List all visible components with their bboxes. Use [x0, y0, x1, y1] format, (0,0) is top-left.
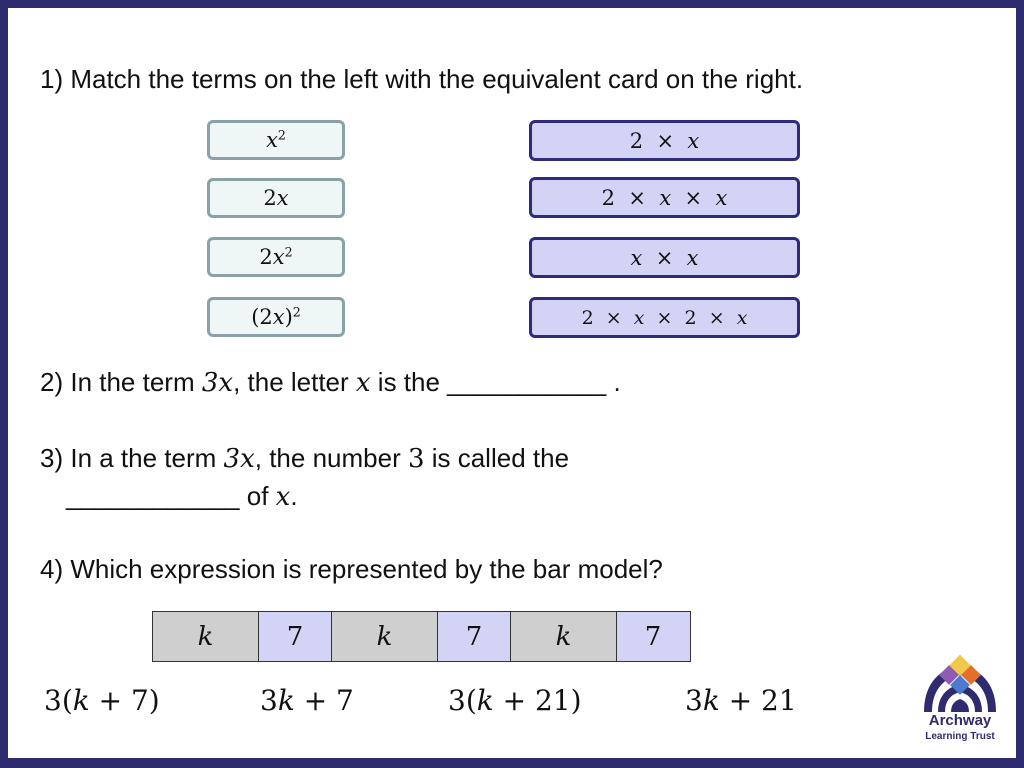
- bar-cell-k: k: [152, 611, 259, 662]
- logo-name: Archway: [928, 712, 992, 729]
- bar-cell-7: 7: [258, 611, 333, 662]
- term-card-x-squared[interactable]: [207, 120, 345, 160]
- equivalent-card-label: x × x: [630, 245, 699, 270]
- term-card-2x[interactable]: [207, 178, 345, 218]
- answer-option-2[interactable]: 3k + 7: [260, 684, 354, 717]
- question-3-text: 3) In a the term 3x, the number 3 is called the: [40, 443, 570, 474]
- equivalent-card-label: 2 × x × 2 × x: [581, 306, 748, 329]
- term-card-2x-all-squared[interactable]: [207, 297, 345, 337]
- equivalent-card-label: 2 × x × x: [601, 185, 728, 210]
- equivalent-card-label: 2 × x: [629, 128, 700, 153]
- answer-option-1[interactable]: 3(k + 7): [44, 684, 160, 717]
- answer-option-4[interactable]: 3k + 21: [685, 684, 797, 717]
- equivalent-card-2[interactable]: [529, 177, 800, 218]
- term-card-2x-squared[interactable]: [207, 237, 345, 277]
- bar-cell-7: 7: [616, 611, 691, 662]
- question-3-text-line2: ____________ of x.: [66, 481, 298, 512]
- answer-option-3[interactable]: 3(k + 21): [448, 684, 582, 717]
- bar-cell-k: k: [510, 611, 617, 662]
- term-card-label: $x^2$: [266, 127, 286, 152]
- logo-subtitle: Learning Trust: [925, 731, 995, 742]
- bar-model: [152, 611, 693, 662]
- term-card-label: $2x^2$: [259, 244, 293, 269]
- question-4-text: 4) Which expression is represented by the bar model?: [40, 554, 663, 584]
- term-card-label: 2x: [263, 186, 289, 210]
- term-card-label: $(2x)^2$: [251, 304, 301, 329]
- bar-cell-7: 7: [437, 611, 512, 662]
- question-2-text: 2) In the term 3x, the letter x is the ___________ .: [40, 367, 621, 398]
- bar-cell-k: k: [331, 611, 438, 662]
- question-1-text: 1) Match the terms on the left with the equivalent card on the right.: [40, 64, 804, 94]
- equivalent-card-3[interactable]: [529, 237, 800, 278]
- equivalent-card-1[interactable]: [529, 120, 800, 161]
- equivalent-card-4[interactable]: [529, 297, 800, 338]
